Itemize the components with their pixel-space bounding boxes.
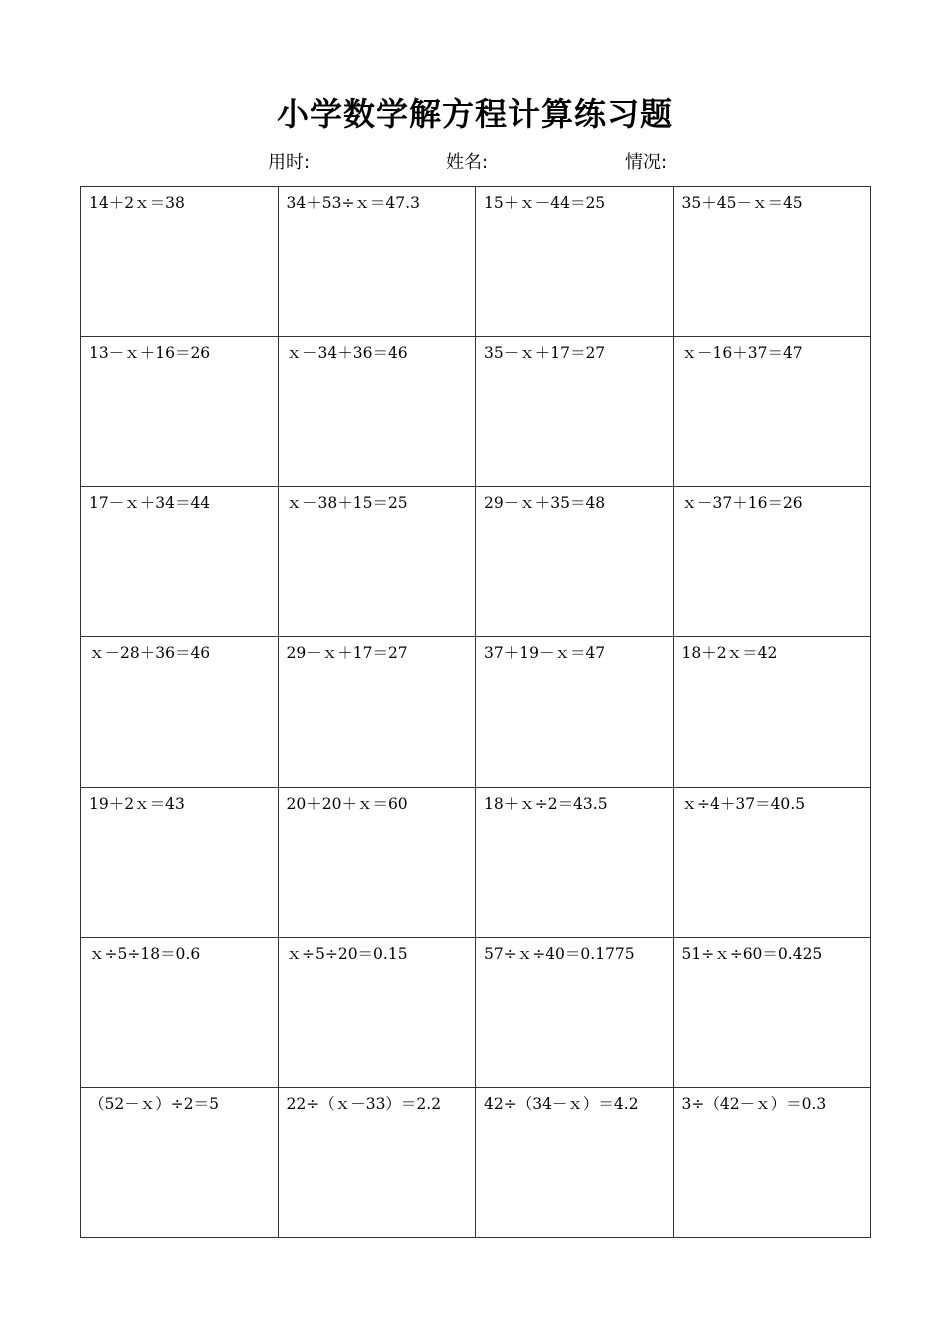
problem-cell: 37＋19－ｘ＝47: [476, 637, 674, 787]
problem-cell: ｘ－28＋36＝46: [81, 637, 279, 787]
problem-cell: 34＋53÷ｘ＝47.3: [279, 187, 477, 337]
problem-cell: 17－ｘ＋34＝44: [81, 487, 279, 637]
problem-cell: 35－ｘ＋17＝27: [476, 337, 674, 487]
problem-cell: 19＋2ｘ＝43: [81, 788, 279, 938]
problem-cell: ｘ－37＋16＝26: [674, 487, 872, 637]
problem-cell: 18＋2ｘ＝42: [674, 637, 872, 787]
problem-cell: ｘ－16＋37＝47: [674, 337, 872, 487]
problem-cell: 29－ｘ＋35＝48: [476, 487, 674, 637]
name-label: 姓名:: [446, 152, 489, 173]
problem-cell: （52－ｘ）÷2＝5: [81, 1088, 279, 1238]
status-label: 情况:: [625, 152, 668, 173]
problem-cell: 18＋ｘ÷2＝43.5: [476, 788, 674, 938]
problem-cell: 29－ｘ＋17＝27: [279, 637, 477, 787]
problem-cell: 22÷（ｘ－33）＝2.2: [279, 1088, 477, 1238]
problem-cell: 20＋20＋ｘ＝60: [279, 788, 477, 938]
problem-cell: 35＋45－ｘ＝45: [674, 187, 872, 337]
problem-cell: 51÷ｘ÷60＝0.425: [674, 938, 872, 1088]
problem-cell: 57÷ｘ÷40＝0.1775: [476, 938, 674, 1088]
problem-cell: 13－ｘ＋16＝26: [81, 337, 279, 487]
worksheet-title: 小学数学解方程计算练习题: [276, 95, 673, 133]
problem-grid: [80, 186, 871, 1238]
problem-cell: ｘ÷5÷18＝0.6: [81, 938, 279, 1088]
problem-cell: ｘ－34＋36＝46: [279, 337, 477, 487]
problem-cell: ｘ÷4＋37＝40.5: [674, 788, 872, 938]
problem-cell: 3÷（42－ｘ）＝0.3: [674, 1088, 872, 1238]
problem-cell: ｘ÷5÷20＝0.15: [279, 938, 477, 1088]
problem-cell: ｘ－38＋15＝25: [279, 487, 477, 637]
info-row: [0, 150, 950, 176]
time-label: 用时:: [268, 152, 311, 173]
problem-cell: 42÷（34－ｘ）＝4.2: [476, 1088, 674, 1238]
problem-cell: 15＋ｘ－44＝25: [476, 187, 674, 337]
problem-cell: 14＋2ｘ＝38: [81, 187, 279, 337]
